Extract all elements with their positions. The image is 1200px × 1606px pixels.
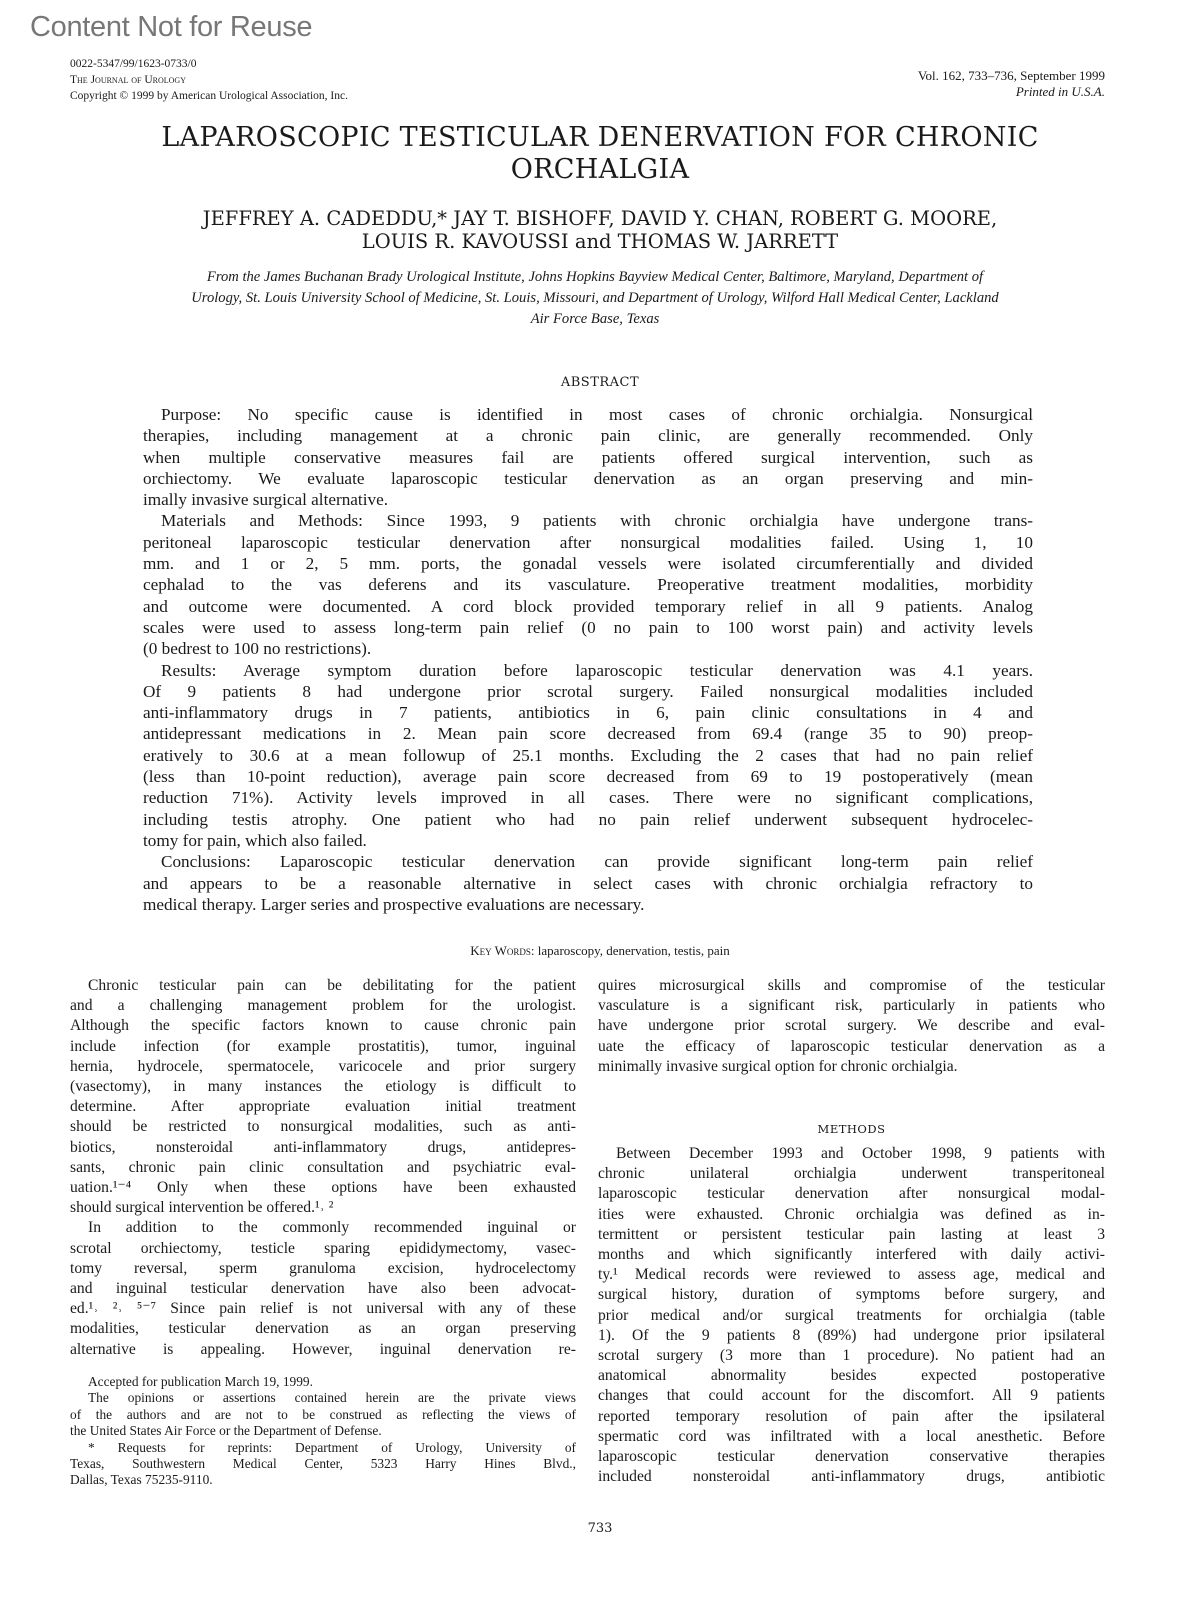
text-line: peritoneal laparoscopic testicular denervation after nonsurgical modalities failed. Using 1, 10 (143, 532, 1033, 552)
footnotes (70, 1374, 576, 1489)
text-line: laparoscopic testicular denervation conservative therapies (598, 1448, 1105, 1466)
left-column-body (70, 976, 576, 1360)
title-line: ORCHALGIA (510, 154, 690, 185)
printed-in: Printed in U.S.A. (1015, 84, 1105, 99)
author-line: LOUIS R. KAVOUSSI and THOMAS W. JARRETT (361, 230, 839, 253)
paragraph (70, 1374, 576, 1390)
copyright: Copyright © 1999 by American Urological Association, Inc. (70, 90, 348, 102)
text-line: hernia, hydrocele, spermatocele, varicocele and prior surgery (70, 1057, 576, 1075)
abstract-body (143, 404, 1033, 915)
text-line: 1). Of the 9 patients 8 (89%) had undergone prior ipsilateral (598, 1326, 1105, 1344)
paragraph (70, 1218, 576, 1359)
text-line: tomy reversal, sperm granuloma excision, hydrocelectomy (70, 1259, 576, 1277)
text-line: mm. and 1 or 2, 5 mm. ports, the gonadal vessels were isolated circumferentially and divided (143, 554, 1033, 574)
key-words-value: laparoscopy, denervation, testis, pain (534, 943, 730, 958)
text-line: uation.¹⁻⁴ Only when these options have been exhausted (70, 1179, 576, 1197)
paragraph (70, 1390, 576, 1439)
text-line: sants, chronic pain clinic consultation and psychiatric eval- (70, 1158, 576, 1176)
text-line: imally invasive surgical alternative. (143, 490, 389, 510)
text-line: when multiple conservative measures fail are patients offered surgical intervention, such as (143, 447, 1033, 467)
text-line: * Requests for reprints: Department of Urology, University of (88, 1439, 576, 1455)
paragraph (143, 660, 1033, 852)
text-line: In addition to the commonly recommended inguinal or (88, 1219, 576, 1237)
text-line: orchiectomy. We evaluate laparoscopic testicular denervation as an organ preserving and min- (143, 468, 1033, 488)
author-list (0, 207, 1200, 253)
text-line: should be restricted to nonsurgical modalities, such as anti- (70, 1118, 576, 1136)
text-line: Texas, Southwestern Medical Center, 5323 Harry Hines Blvd., (70, 1456, 576, 1472)
text-line: determine. After appropriate evaluation initial treatment (70, 1098, 576, 1116)
paragraph (143, 510, 1033, 659)
methods-body (598, 1144, 1105, 1487)
text-line: ities were exhausted. Chronic orchialgia was defined as in- (598, 1205, 1105, 1223)
text-line: minimally invasive surgical option for chronic orchialgia. (598, 1057, 958, 1075)
paragraph (598, 976, 1105, 1077)
text-line: modalities, testicular denervation as an organ preserving (70, 1320, 576, 1338)
text-line: reported temporary resolution of pain after the ipsilateral (598, 1407, 1105, 1425)
affiliation-line: From the James Buchanan Brady Urological Institute, Johns Hopkins Bayview Medical Center, Baltimore, Maryland, Department of (206, 269, 984, 285)
text-line: anatomical abnormality besides expected postoperative (598, 1367, 1105, 1385)
journal-header-right (918, 68, 1105, 100)
text-line: scrotal orchiectomy, testicle sparing epididymectomy, vasec- (70, 1239, 576, 1257)
abstract-heading: ABSTRACT (560, 375, 640, 390)
title-line: LAPAROSCOPIC TESTICULAR DENERVATION FOR CHRONIC (161, 122, 1039, 153)
text-line: include infection (for example prostatitis), tumor, inguinal (70, 1037, 576, 1055)
text-line: Between December 1993 and October 1998, 9 patients with (616, 1145, 1105, 1162)
text-line: Of 9 patients 8 had undergone prior scrotal surgery. Failed nonsurgical modalities included (143, 681, 1033, 701)
article-code: 0022-5347/99/1623-0733/0 (70, 58, 197, 70)
text-line: and inguinal testicular denervation have also been advocat- (70, 1280, 576, 1298)
text-line: alternative is appealing. However, inguinal denervation re- (70, 1340, 576, 1358)
text-line: uate the efficacy of laparoscopic testicular denervation as a (598, 1037, 1105, 1055)
article-title (0, 122, 1200, 186)
text-line: medical therapy. Larger series and prospective evaluations are necessary. (143, 894, 645, 914)
text-line: scrotal surgery (3 more than 1 procedure). No patient had an (598, 1347, 1105, 1365)
text-line: anti-inflammatory drugs in 7 patients, antibiotics in 6, pain clinic consultations in 4 and (143, 703, 1033, 723)
page-number: 733 (587, 1521, 613, 1536)
watermark: Content Not for Reuse (30, 11, 313, 43)
journal-name: The Journal of Urology (70, 74, 186, 86)
text-line: antidepressant medications in 2. Mean pain score decreased from 69.4 (range 35 to 90) preop- (143, 724, 1033, 744)
volume-info: Vol. 162, 733–736, September 1999 (917, 68, 1105, 83)
key-words-label: Key Words: (470, 943, 535, 958)
text-line: vasculature is a significant risk, particularly in patients who (598, 997, 1105, 1015)
text-line: Dallas, Texas 75235-9110. (70, 1472, 213, 1488)
text-line: changes that could account for the discomfort. All 9 patients (598, 1387, 1105, 1405)
text-line: months and which significantly interfered with daily activi- (598, 1246, 1105, 1264)
text-line: tomy for pain, which also failed. (143, 830, 367, 850)
text-line: spermatic cord was infiltrated with a local anesthetic. Before (598, 1427, 1105, 1445)
paragraph (598, 1144, 1105, 1487)
affiliation-line: Urology, St. Louis University School of Medicine, St. Louis, Missouri, and Department of Urology, Wilford Hall Medical Center, Lackland (191, 290, 999, 306)
text-line: quires microsurgical skills and compromise of the testicular (598, 977, 1105, 994)
text-line: ed.¹˒ ²˒ ⁵⁻⁷ Since pain relief is not universal with any of these (70, 1300, 576, 1318)
affiliation-line: Air Force Base, Texas (530, 311, 660, 327)
affiliation (70, 267, 1120, 330)
text-line: reduction 71%). Activity levels improved in all cases. There were no significant complications, (143, 788, 1033, 808)
text-line: have undergone prior scrotal surgery. We describe and eval- (598, 1017, 1105, 1035)
methods-heading: METHODS (817, 1122, 886, 1136)
text-line: included nonsteroidal anti-inflammatory drugs, antibiotic (598, 1468, 1105, 1486)
text-line: therapies, including management at a chronic pain clinic, are generally recommended. Only (143, 426, 1033, 446)
text-line: the United States Air Force or the Department of Defense. (70, 1423, 382, 1439)
text-line: and outcome were documented. A cord block provided temporary relief in all 9 patients. Analog (143, 596, 1033, 616)
text-line: Accepted for publication March 19, 1999. (88, 1374, 313, 1389)
text-line: Conclusions: Laparoscopic testicular denervation can provide significant long-term pain relief (161, 852, 1033, 872)
journal-header-left (70, 56, 348, 104)
text-line: and appears to be a reasonable alternative in select cases with chronic orchialgia refractory to (143, 873, 1033, 893)
text-line: chronic unilateral orchialgia underwent transperitoneal (598, 1165, 1105, 1183)
text-line: cephalad to the vas deferens and its vasculature. Preoperative treatment modalities, morbidity (143, 575, 1033, 595)
text-line: Purpose: No specific cause is identified in most cases of chronic orchialgia. Nonsurgical (161, 405, 1033, 424)
text-line: termittent or persistent testicular pain lasting at least 3 (598, 1225, 1105, 1243)
paragraph (143, 404, 1033, 510)
text-line: of the authors and are not to be construed as reflecting the views of (70, 1406, 576, 1422)
key-words (0, 943, 1200, 959)
paragraph (70, 1440, 576, 1489)
paragraph (143, 851, 1033, 915)
text-line: scales were used to assess long-term pain relief (0 no pain to 100 worst pain) and activity levels (143, 617, 1033, 637)
text-line: ty.¹ Medical records were reviewed to assess age, medical and (598, 1266, 1105, 1284)
paragraph (70, 976, 576, 1218)
text-line: including testis atrophy. One patient who had no pain relief underwent subsequent hydrocelec- (143, 809, 1033, 829)
text-line: Chronic testicular pain can be debilitating for the patient (88, 977, 576, 994)
text-line: Although the specific factors known to cause chronic pain (70, 1017, 576, 1035)
text-line: and a challenging management problem for the urologist. (70, 997, 576, 1015)
text-line: Materials and Methods: Since 1993, 9 patients with chronic orchialgia have undergone trans- (161, 511, 1033, 531)
author-line: JEFFREY A. CADEDDU,* JAY T. BISHOFF, DAVID Y. CHAN, ROBERT G. MOORE, (202, 207, 998, 230)
text-line: (0 bedrest to 100 no restrictions). (143, 639, 372, 659)
text-line: eratively to 30.6 at a mean followup of 25.1 months. Excluding the 2 cases that had no pain relief (143, 745, 1033, 765)
text-line: Results: Average symptom duration before laparoscopic testicular denervation was 4.1 years. (161, 660, 1033, 680)
text-line: should surgical intervention be offered.¹˒ ² (70, 1199, 334, 1217)
right-column-intro (598, 976, 1105, 1077)
text-line: (vasectomy), in many instances the etiology is difficult to (70, 1078, 576, 1096)
text-line: laparoscopic testicular denervation after nonsurgical modal- (598, 1185, 1105, 1203)
text-line: biotics, nonsteroidal anti-inflammatory drugs, antidepres- (70, 1138, 576, 1156)
text-line: (less than 10-point reduction), average pain score decreased from 69 to 19 postoperatively (mean (143, 767, 1033, 787)
text-line: prior medical and/or surgical treatments for orchialgia (table (598, 1306, 1105, 1324)
text-line: surgical history, duration of symptoms before surgery, and (598, 1286, 1105, 1304)
text-line: The opinions or assertions contained herein are the private views (88, 1390, 576, 1406)
